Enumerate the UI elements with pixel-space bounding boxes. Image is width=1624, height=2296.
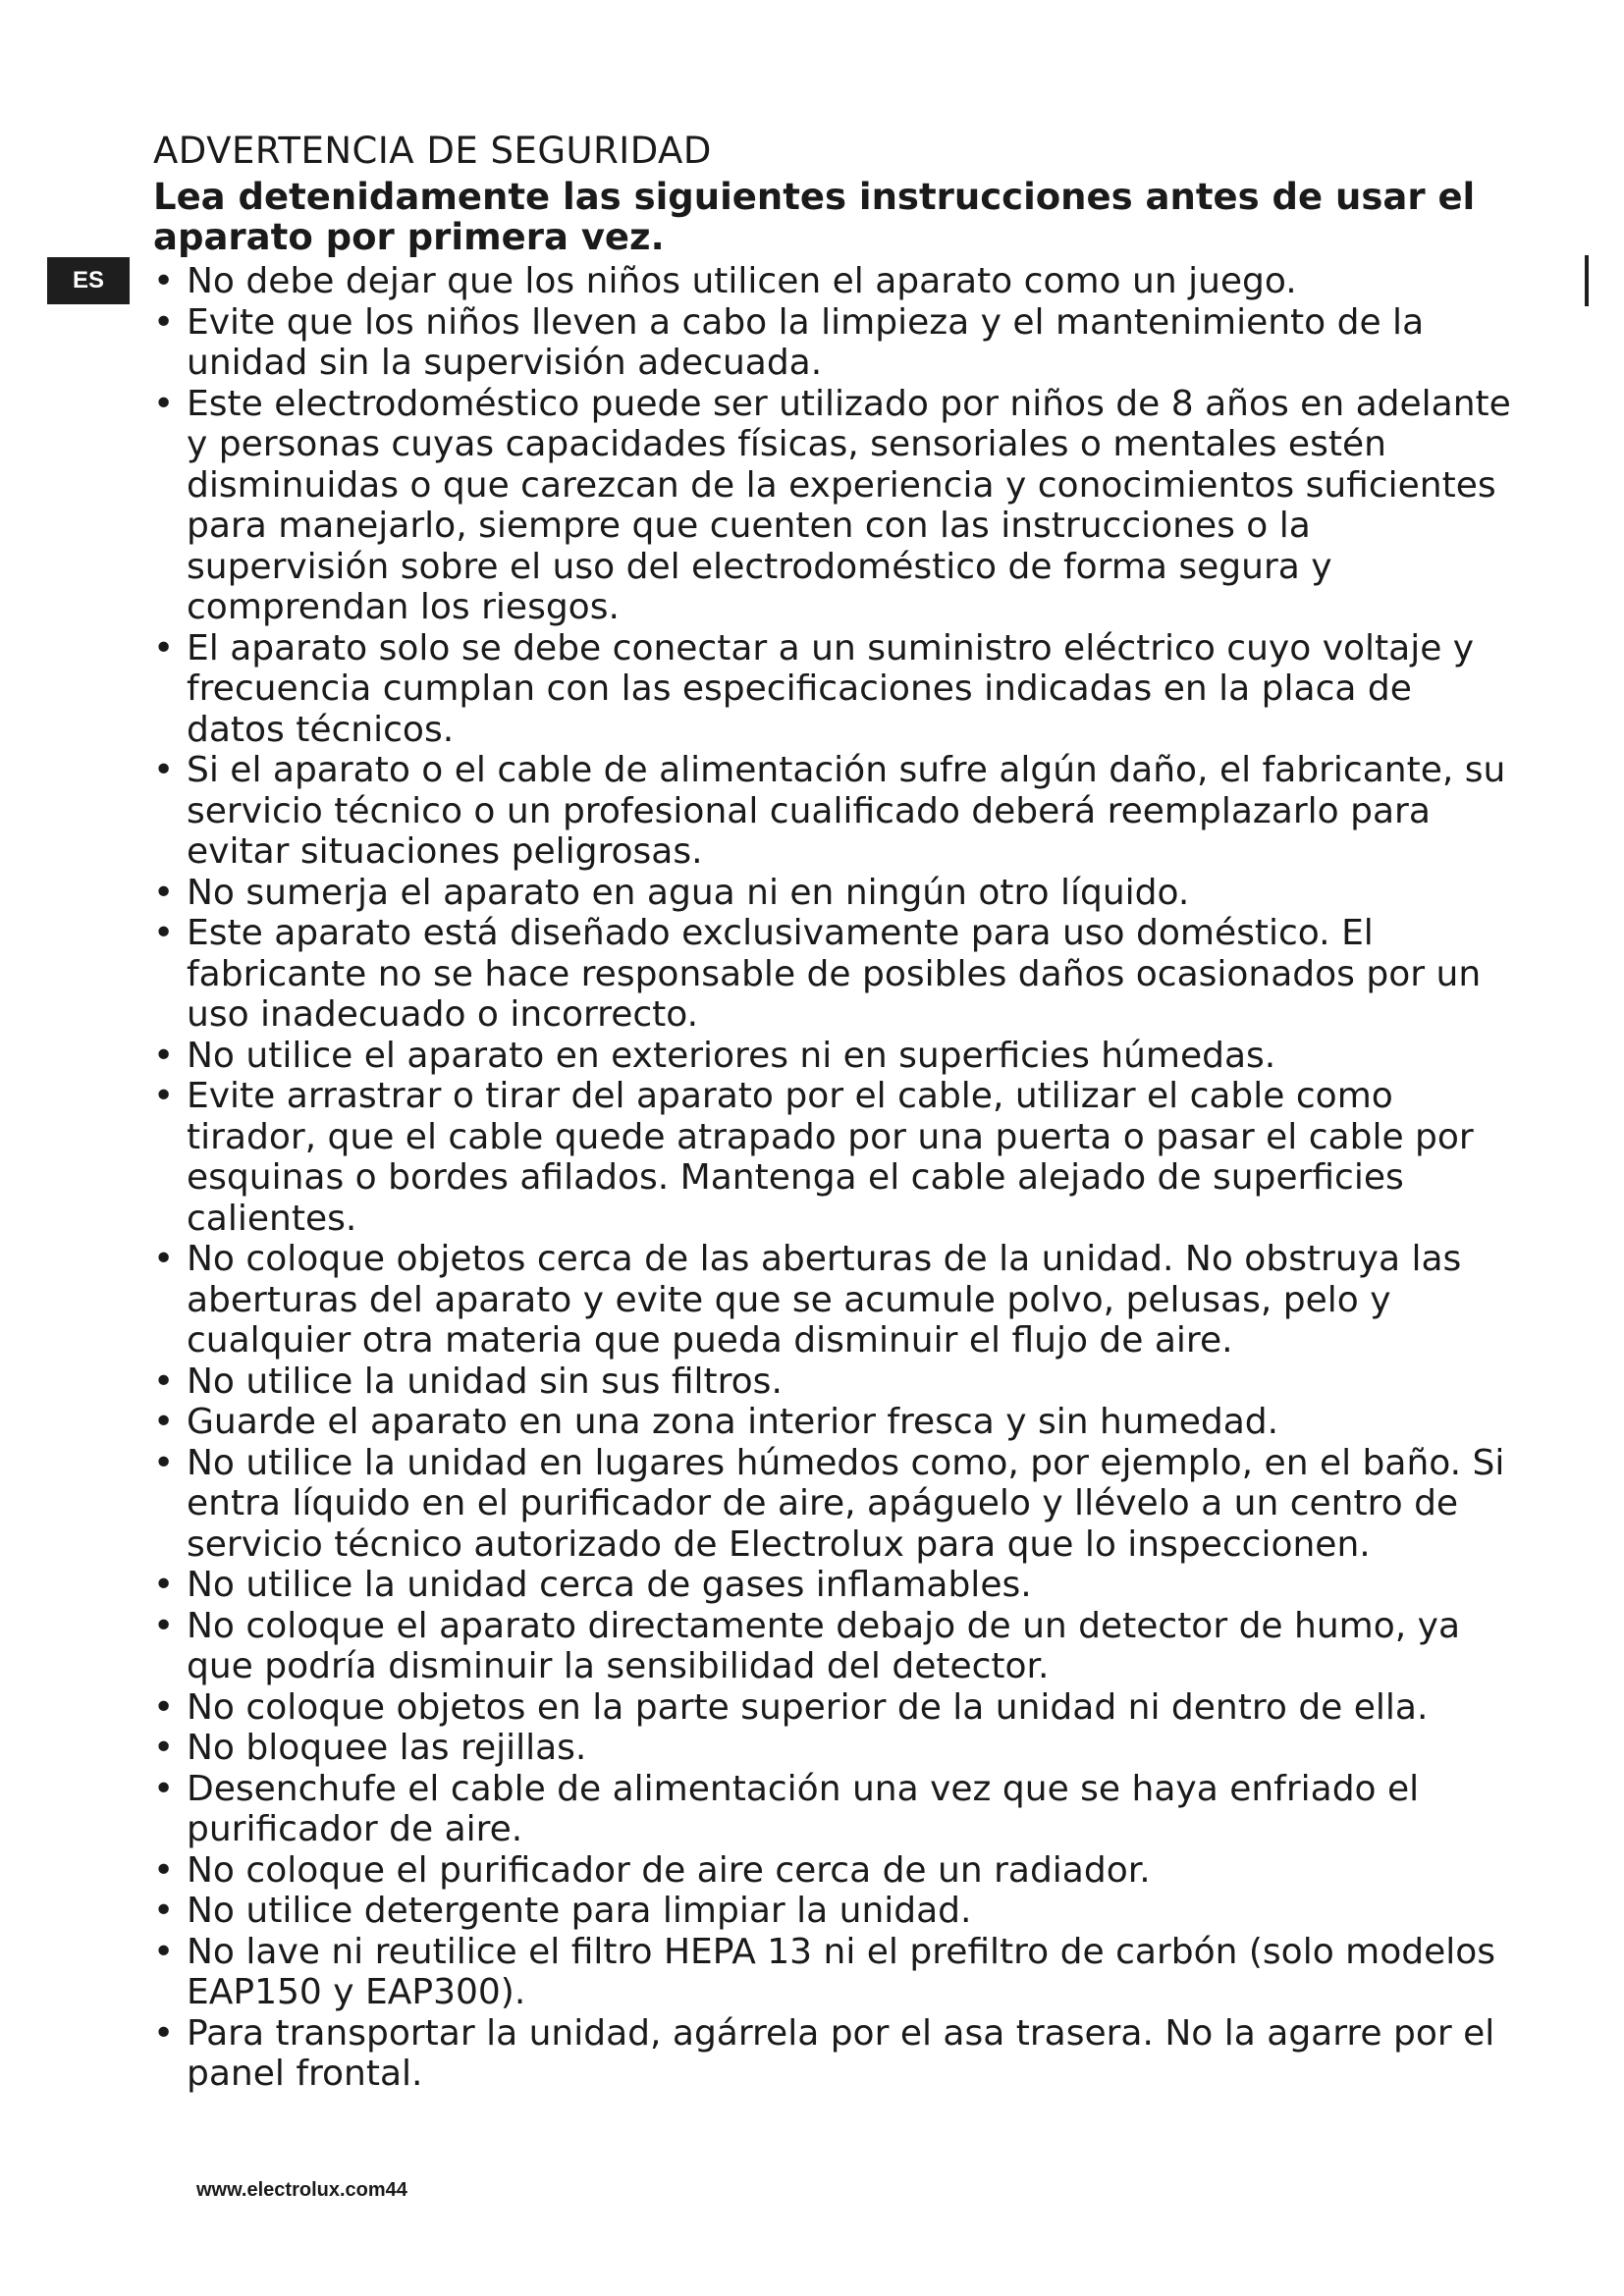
bullet-icon: • bbox=[153, 1442, 175, 1483]
list-item-text: No utilice la unidad cerca de gases inflamables. bbox=[187, 1565, 1032, 1605]
intro-text: Lea detenidamente las siguientes instrucciones antes de usar el aparato por primera vez. bbox=[153, 176, 1476, 258]
list-item-text: El aparato solo se debe conectar a un suministro eléctrico cuyo voltaje y frecuencia cumplan con las especificaciones indicadas en la placa de datos técnicos. bbox=[187, 627, 1475, 750]
list-item bbox=[153, 1687, 1518, 1729]
list-item bbox=[153, 1402, 1518, 1443]
list-item bbox=[153, 1443, 1518, 1566]
list-item-text: No coloque el aparato directamente debajo de un detector de humo, ya que podría disminuir la sensibilidad del detector. bbox=[187, 1605, 1461, 1686]
list-item-text: No coloque el purificador de aire cerca de un radiador. bbox=[187, 1849, 1151, 1891]
bullet-icon: • bbox=[153, 1768, 175, 1809]
list-item bbox=[153, 384, 1518, 628]
list-item-text: No debe dejar que los niños utilicen el aparato como un juego. bbox=[187, 261, 1297, 301]
list-item-text: No utilice la unidad en lugares húmedos como, por ejemplo, en el baño. Si entra líquido en el purificador de aire, apáguelo y llévelo a un centro de servicio técnico autorizado de Electrolux para que lo inspeccionen. bbox=[187, 1442, 1505, 1565]
language-tab: ES bbox=[47, 257, 130, 304]
bullet-icon: • bbox=[153, 1605, 175, 1646]
list-item bbox=[153, 1239, 1518, 1362]
list-item-text: Evite arrastrar o tirar del aparato por el cable, utilizar el cable como tirador, que el cable quede atrapado por una puerta o pasar el cable por esquinas o bordes afilados. Mantenga el cable alejado de superficies calientes. bbox=[187, 1076, 1474, 1239]
list-item bbox=[153, 2013, 1518, 2095]
list-item-text: No utilice el aparato en exteriores ni en superficies húmedas. bbox=[187, 1035, 1276, 1076]
bullet-icon: • bbox=[153, 1035, 175, 1076]
safety-list bbox=[153, 261, 1518, 2095]
list-item bbox=[153, 1891, 1518, 1932]
list-item-text: No utilice la unidad sin sus filtros. bbox=[187, 1361, 783, 1402]
bullet-icon: • bbox=[153, 1931, 175, 1972]
bullet-icon: • bbox=[153, 1361, 175, 1402]
bullet-icon: • bbox=[153, 301, 175, 343]
list-item bbox=[153, 261, 1518, 302]
bullet-icon: • bbox=[153, 261, 175, 301]
list-item bbox=[153, 1606, 1518, 1687]
list-item bbox=[153, 1076, 1518, 1239]
bullet-icon: • bbox=[153, 750, 175, 790]
bullet-icon: • bbox=[153, 1076, 175, 1116]
bullet-icon: • bbox=[153, 1891, 175, 1931]
bullet-icon: • bbox=[153, 1565, 175, 1605]
bullet-icon: • bbox=[153, 1402, 175, 1442]
list-item-text: No coloque objetos en la parte superior de la unidad ni dentro de ella. bbox=[187, 1686, 1429, 1728]
list-item bbox=[153, 1769, 1518, 1850]
list-item-text: No lave ni reutilice el filtro HEPA 13 ni el prefiltro de carbón (solo modelos EAP150 y EAP300). bbox=[187, 1931, 1496, 2012]
list-item-text: No utilice detergente para limpiar la unidad. bbox=[187, 1891, 972, 1931]
list-item-text: Este aparato está diseñado exclusivamente para uso doméstico. El fabricante no se hace responsable de posibles daños ocasionados por un uso inadecuado o incorrecto. bbox=[187, 913, 1482, 1035]
bullet-icon: • bbox=[153, 1239, 175, 1279]
list-item bbox=[153, 1036, 1518, 1077]
list-item-text: Guarde el aparato en una zona interior fresca y sin humedad. bbox=[187, 1402, 1279, 1442]
bullet-icon: • bbox=[153, 872, 175, 913]
bullet-icon: • bbox=[153, 627, 175, 668]
list-item bbox=[153, 1850, 1518, 1892]
list-item bbox=[153, 1362, 1518, 1403]
list-item-text: Evite que los niños lleven a cabo la limpieza y el mantenimiento de la unidad sin la supervisión adecuada. bbox=[187, 301, 1425, 383]
section-title: ADVERTENCIA DE SEGURIDAD bbox=[153, 130, 712, 172]
bullet-icon: • bbox=[153, 1849, 175, 1891]
list-item bbox=[153, 1932, 1518, 2013]
page-edge-marker bbox=[1585, 255, 1589, 306]
footer-url: www.electrolux.com44 bbox=[196, 2179, 407, 2201]
list-item bbox=[153, 1565, 1518, 1606]
list-item bbox=[153, 913, 1518, 1036]
list-item-text: Para transportar la unidad, agárrela por el asa trasera. No la agarre por el panel frontal. bbox=[187, 2012, 1495, 2094]
list-item bbox=[153, 628, 1518, 751]
list-item-text: Desenchufe el cable de alimentación una vez que se haya enfriado el purificador de aire. bbox=[187, 1768, 1420, 1849]
bullet-icon: • bbox=[153, 1686, 175, 1728]
list-item-text: No bloquee las rejillas. bbox=[187, 1728, 587, 1768]
list-item-text: No coloque objetos cerca de las aberturas de la unidad. No obstruya las aberturas del aparato y evite que se acumule polvo, pelusas, pelo y cualquier otra materia que pueda disminuir el flujo de aire. bbox=[187, 1239, 1462, 1361]
list-item-text: No sumerja el aparato en agua ni en ningún otro líquido. bbox=[187, 872, 1190, 913]
list-item bbox=[153, 750, 1518, 873]
bullet-icon: • bbox=[153, 913, 175, 953]
list-item bbox=[153, 302, 1518, 384]
bullet-icon: • bbox=[153, 2012, 175, 2054]
safety-section bbox=[153, 128, 1518, 2095]
list-item bbox=[153, 1728, 1518, 1769]
list-item-text: Este electrodoméstico puede ser utilizado por niños de 8 años en adelante y personas cuyas capacidades físicas, sensoriales o mentales estén disminuidas o que carezcan de la experiencia y conocimientos suficientes para manejarlo, siempre que cuenten con las instrucciones o la supervisión sobre el uso del electrodoméstico de forma segura y comprendan los riesgos. bbox=[187, 383, 1511, 627]
list-item bbox=[153, 873, 1518, 914]
list-item-text: Si el aparato o el cable de alimentación sufre algún daño, el fabricante, su servicio técnico o un profesional cualificado deberá reemplazarlo para evitar situaciones peligrosas. bbox=[187, 750, 1506, 872]
bullet-icon: • bbox=[153, 1728, 175, 1768]
bullet-icon: • bbox=[153, 383, 175, 424]
